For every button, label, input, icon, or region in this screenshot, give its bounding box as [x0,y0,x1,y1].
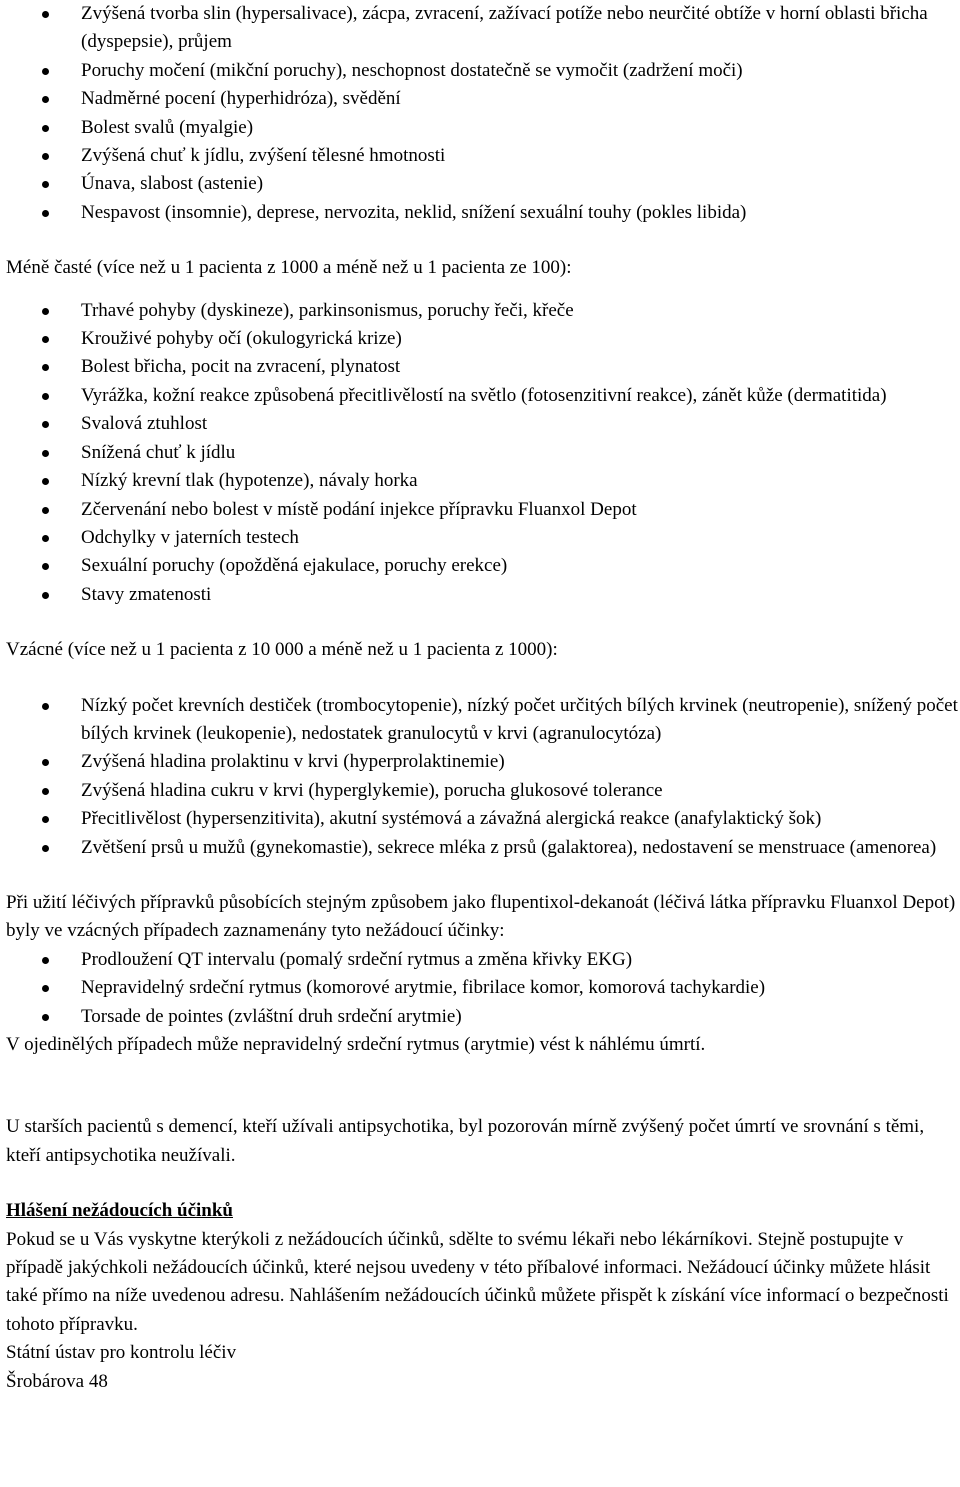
list-item: Odchylky v jaterních testech [0,524,960,552]
similar-drugs-intro: Při užití léčivých přípravků působících stejným způsobem jako flupentixol-dekanoát (léčivá látka přípravku Fluanxol Depot) byly ve vzácných případech zaznamenány tyto nežádoucí účinky: [6,891,956,942]
uncommon-heading: Méně časté (více než u 1 pacienta z 1000 a méně než u 1 pacienta ze 100): [6,257,572,279]
list-item: Nadměrné pocení (hyperhidróza), svědění [0,85,960,113]
authority-name: Státní ústav pro kontrolu léčiv [6,1342,237,1364]
list-item: Zvýšená chuť k jídlu, zvýšení tělesné hmotnosti [0,142,960,170]
list-item: Zvýšená hladina cukru v krvi (hyperglykemie), porucha glukosové tolerance [0,777,960,805]
list-item: Sexuální poruchy (opožděná ejakulace, poruchy erekce) [0,552,960,580]
rare-heading: Vzácné (více než u 1 pacienta z 10 000 a méně než u 1 pacienta z 1000): [6,639,558,661]
list-item: Stavy zmatenosti [0,581,960,609]
sudden-death-note: V ojedinělých případech může nepravidelný srdeční rytmus (arytmie) vést k náhlému úmrtí. [6,1034,706,1055]
list-item: Nízký počet krevních destiček (trombocytopenie), nízký počet určitých bílých krvinek (neutropenie), snížený počet bílých krvinek (leukopenie), nedostatek granulocytů v krvi (agranulocytóza) [0,692,960,749]
list-item: Poruchy močení (mikční poruchy), neschopnost dostatečně se vymočit (zadržení moči) [0,57,960,85]
list-item: Trhavé pohyby (dyskineze), parkinsonismus, poruchy řeči, křeče [0,297,960,325]
list-item: Torsade de pointes (zvláštní druh srdeční arytmie) [0,1003,960,1031]
rare-effects-list [0,692,960,862]
list-item: Zvýšená tvorba slin (hypersalivace), zácpa, zvracení, zažívací potíže nebo neurčité obtíže v horní oblasti břicha (dyspepsie), průjem [0,0,960,57]
list-item: Přecitlivělost (hypersenzitivita), akutní systémová a závažná alergická reakce (anafylaktický šok) [0,805,960,833]
list-item: Únava, slabost (astenie) [0,170,960,198]
uncommon-effects-list [0,297,960,609]
authority-street: Šrobárova 48 [6,1370,108,1392]
common-effects-list [0,0,960,227]
list-item: Zvětšení prsů u mužů (gynekomastie), sekrece mléka z prsů (galaktorea), nedostavení se menstruace (amenorea) [0,834,960,862]
list-item: Nízký krevní tlak (hypotenze), návaly horka [0,467,960,495]
reporting-heading: Hlášení nežádoucích účinků [6,1200,233,1222]
list-item: Nepravidelný srdeční rytmus (komorové arytmie, fibrilace komor, komorová tachykardie) [0,974,960,1002]
list-item: Prodloužení QT intervalu (pomalý srdeční rytmus a změna křivky EKG) [0,946,960,974]
list-item: Bolest břicha, pocit na zvracení, plynatost [0,353,960,381]
list-item: Zvýšená hladina prolaktinu v krvi (hyperprolaktinemie) [0,748,960,776]
elderly-dementia-paragraph: U starších pacientů s demencí, kteří užívali antipsychotika, byl pozorován mírně zvýšený počet úmrtí ve srovnání s těmi, kteří antipsychotika neužívali. [6,1116,925,1166]
list-item: Vyrážka, kožní reakce způsobená přecitlivělostí na světlo (fotosenzitivní reakce), zánět kůže (dermatitida) [0,382,960,410]
list-item: Zčervenání nebo bolest v místě podání injekce přípravku Fluanxol Depot [0,496,960,524]
list-item: Krouživé pohyby očí (okulogyrická krize) [0,325,960,353]
reporting-body: Pokud se u Vás vyskytne kterýkoli z nežádoucích účinků, sdělte to svému lékaři nebo lékárníkovi. Stejně postupujte v případě jakýchkoli nežádoucích účinků, které nejsou uvedeny v této příbalové informaci. Nežádoucí účinky můžete hlásit také přímo na níže uvedenou adresu. Nahlášením nežádoucích účinků můžete přispět k získání více informací o bezpečnosti tohoto přípravku. [6,1228,949,1335]
similar-drugs-list [0,946,960,1031]
list-item: Bolest svalů (myalgie) [0,114,960,142]
list-item: Nespavost (insomnie), deprese, nervozita, neklid, snížení sexuální touhy (pokles libida) [0,199,960,227]
list-item: Svalová ztuhlost [0,410,960,438]
list-item: Snížená chuť k jídlu [0,439,960,467]
